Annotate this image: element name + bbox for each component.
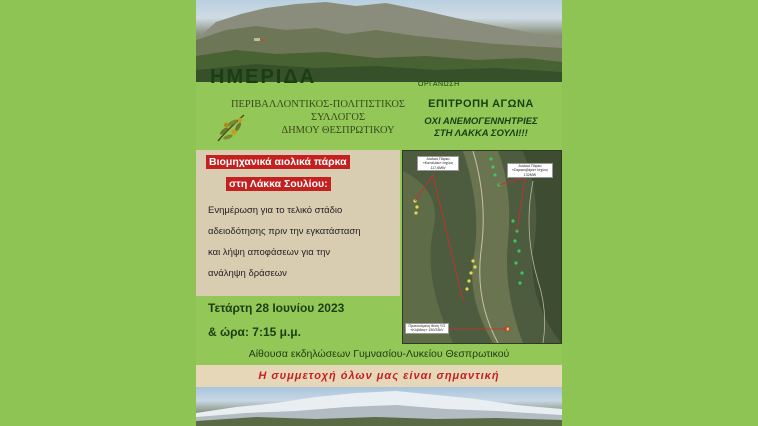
- map-callout-bottom: [405, 323, 449, 334]
- committee-slogan-line-1: ΟΧΙ ΑΝΕΜΟΓΕΝΝΗΤΡΙΕΣ: [424, 116, 538, 127]
- callout-right-line-3: 132MW: [523, 172, 537, 177]
- callout-right-line-2: «Σαρακοβάρα» Ισχύος: [511, 168, 549, 173]
- association-line-3: ΔΗΜΟΥ ΘΕΣΠΡΩΤΙΚΟΥ: [281, 125, 395, 136]
- association-line-2: ΣΥΛΛΟΓΟΣ: [310, 112, 366, 123]
- callout-left-line-1: Αιολικό Πάρκο: [426, 157, 450, 161]
- event-poster: [196, 0, 562, 426]
- association-name: [218, 98, 418, 137]
- participation-banner: [196, 365, 562, 387]
- callout-left-line-2: «Καναλάκι» Ισχύος: [422, 161, 454, 166]
- committee-slogan: [406, 116, 556, 140]
- event-venue: Αίθουσα εκδηλώσεων Γυμνασίου-Λυκείου Θεσπρωτικού: [248, 348, 510, 360]
- description-line-3: και λήψη αποφάσεων για την: [208, 247, 331, 258]
- description-line-1: Ενημέρωση για το τελικό στάδιο: [208, 205, 343, 216]
- satellite-map: [402, 150, 562, 344]
- poster-title: ΗΜΕΡΙΔΑ: [210, 66, 317, 88]
- headline-line-2: στη Λάκκα Σουλίου:: [226, 177, 331, 191]
- committee-block: [406, 98, 556, 140]
- event-time: & ώρα: 7:15 μ.μ.: [208, 325, 301, 339]
- map-callout-left: [417, 156, 459, 171]
- callout-right-line-1: Αιολικό Πάρκο: [518, 164, 542, 168]
- association-line-1: ΠΕΡΙΒΑΛΛΟΝΤΙΚΟΣ-ΠΟΛΙΤΙΣΤΙΚΟΣ: [230, 99, 406, 110]
- callout-left-line-3: 117,6MW: [430, 165, 446, 170]
- committee-slogan-line-2: ΣΤΗ ΛΑΚΚΑ ΣΟΥΛΙ!!!: [434, 128, 528, 139]
- olive-branch-logo-icon: [214, 111, 248, 145]
- committee-title: ΕΠΙΤΡΟΠΗ ΑΓΩΝΑ: [428, 98, 534, 110]
- callout-bottom-line-1: Προτεινόμενη θέση Υ/Σ: [408, 324, 446, 328]
- organization-label: ΟΡΓΑΝΩΣΗ: [418, 81, 460, 88]
- description-line-2: αδειοδότησης πριν την εγκατάσταση: [208, 226, 361, 237]
- snowy-mountain-photo: [196, 387, 562, 426]
- event-date: Τετάρτη 28 Ιουνίου 2023: [208, 301, 345, 315]
- headline-line-1: Βιομηχανικά αιολικά πάρκα: [206, 155, 350, 169]
- event-description: [208, 200, 398, 284]
- description-line-4: ανάληψη δράσεων: [208, 268, 287, 279]
- participation-banner-text: Η συμμετοχή όλων μας είναι σημαντική: [258, 370, 500, 382]
- callout-bottom-line-2: «Κόβιθος» 150/33kV: [410, 328, 444, 333]
- map-callout-right: [507, 163, 553, 178]
